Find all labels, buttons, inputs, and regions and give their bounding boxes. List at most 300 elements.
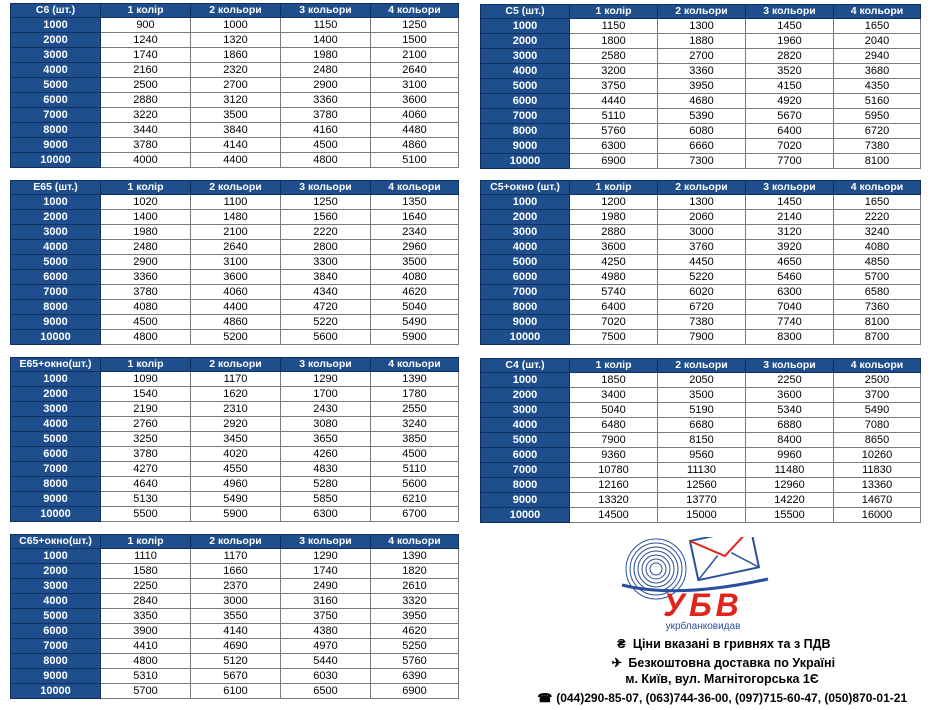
price-cell: 1200 (570, 195, 658, 210)
price-cell: 5200 (191, 330, 281, 345)
price-cell: 5670 (746, 109, 834, 124)
table-row (481, 300, 921, 315)
price-cell: 2250 (746, 373, 834, 388)
color-count-header: 1 колір (101, 4, 191, 18)
price-cell: 5490 (371, 315, 459, 330)
price-cell: 3550 (191, 609, 281, 624)
table-row (11, 477, 459, 492)
logo-subtitle: укрбланковидав (665, 621, 741, 632)
price-cell: 3600 (191, 270, 281, 285)
price-cell: 4270 (101, 462, 191, 477)
price-cell: 5160 (834, 94, 921, 109)
table-row (11, 594, 459, 609)
price-cell: 1650 (834, 19, 921, 34)
color-count-header: 4 кольори (834, 181, 921, 195)
price-cell: 4620 (371, 624, 459, 639)
quantity-cell: 4000 (481, 64, 570, 79)
color-count-header: 1 колір (570, 181, 658, 195)
price-cell: 7500 (570, 330, 658, 345)
quantity-cell: 3000 (11, 579, 101, 594)
price-cell: 15000 (658, 508, 746, 523)
price-cell: 4800 (101, 654, 191, 669)
price-cell: 4060 (371, 108, 459, 123)
quantity-cell: 8000 (11, 123, 101, 138)
quantity-cell: 8000 (11, 300, 101, 315)
price-cell: 5490 (191, 492, 281, 507)
price-cell: 6500 (281, 684, 371, 699)
price-cell: 2700 (658, 49, 746, 64)
quantity-cell: 6000 (11, 93, 101, 108)
price-cell: 1170 (191, 372, 281, 387)
price-table-c6 (10, 3, 459, 168)
price-cell: 2920 (191, 417, 281, 432)
table-row (481, 225, 921, 240)
quantity-cell: 7000 (11, 285, 101, 300)
quantity-header: С6 (шт.) (11, 4, 101, 18)
color-count-header: 4 кольори (371, 535, 459, 549)
price-cell: 5440 (281, 654, 371, 669)
quantity-header: Е65 (шт.) (11, 181, 101, 195)
table-row (481, 285, 921, 300)
price-cell: 1660 (191, 564, 281, 579)
table-row (11, 564, 459, 579)
price-cell: 5120 (191, 654, 281, 669)
quantity-cell: 8000 (481, 478, 570, 493)
price-cell: 5700 (101, 684, 191, 699)
price-cell: 4380 (281, 624, 371, 639)
price-cell: 1300 (658, 195, 746, 210)
price-cell: 3750 (281, 609, 371, 624)
price-cell: 1800 (570, 34, 658, 49)
quantity-cell: 2000 (481, 34, 570, 49)
table-row (11, 639, 459, 654)
quantity-cell: 3000 (481, 403, 570, 418)
price-cell: 5310 (101, 669, 191, 684)
table-row (481, 19, 921, 34)
price-cell: 1250 (281, 195, 371, 210)
price-cell: 1110 (101, 549, 191, 564)
quantity-cell: 3000 (481, 225, 570, 240)
price-cell: 3780 (101, 447, 191, 462)
price-cell: 1290 (281, 372, 371, 387)
price-cell: 14500 (570, 508, 658, 523)
price-cell: 8650 (834, 433, 921, 448)
table-row (481, 210, 921, 225)
price-cell: 4400 (191, 153, 281, 168)
price-cell: 2140 (746, 210, 834, 225)
price-cell: 4080 (371, 270, 459, 285)
price-cell: 5600 (371, 477, 459, 492)
price-cell: 5130 (101, 492, 191, 507)
price-cell: 4920 (746, 94, 834, 109)
table-row (11, 507, 459, 522)
price-cell: 1480 (191, 210, 281, 225)
price-cell: 3100 (371, 78, 459, 93)
price-cell: 4480 (371, 123, 459, 138)
price-cell: 1980 (281, 48, 371, 63)
table-row (11, 417, 459, 432)
quantity-cell: 9000 (11, 138, 101, 153)
price-cell: 13320 (570, 493, 658, 508)
table-row (11, 432, 459, 447)
table-row (11, 138, 459, 153)
price-cell: 2900 (281, 78, 371, 93)
table-row (11, 240, 459, 255)
price-cell: 3500 (191, 108, 281, 123)
price-cell: 9360 (570, 448, 658, 463)
table-row (481, 463, 921, 478)
table-row (481, 478, 921, 493)
quantity-cell: 6000 (481, 94, 570, 109)
price-cell: 3440 (101, 123, 191, 138)
price-cell: 1620 (191, 387, 281, 402)
price-cell: 2160 (101, 63, 191, 78)
price-cell: 2800 (281, 240, 371, 255)
color-count-header: 1 колір (101, 358, 191, 372)
price-cell: 2960 (371, 240, 459, 255)
price-cell: 3680 (834, 64, 921, 79)
price-cell: 11480 (746, 463, 834, 478)
quantity-header: С5 (шт.) (481, 5, 570, 19)
price-cell: 3080 (281, 417, 371, 432)
price-cell: 4400 (191, 300, 281, 315)
price-cell: 4860 (191, 315, 281, 330)
price-cell: 3750 (570, 79, 658, 94)
price-table-c4 (480, 358, 921, 523)
price-cell: 6480 (570, 418, 658, 433)
price-cell: 5040 (371, 300, 459, 315)
color-count-header: 2 кольори (191, 535, 281, 549)
price-cell: 4500 (281, 138, 371, 153)
quantity-cell: 9000 (481, 315, 570, 330)
price-cell: 3000 (658, 225, 746, 240)
price-table-c5 (480, 4, 921, 169)
price-cell: 1390 (371, 372, 459, 387)
delivery-note: Безкоштовна доставка по Україні (628, 656, 836, 670)
price-cell: 4500 (101, 315, 191, 330)
table-row (11, 372, 459, 387)
price-cell: 1960 (746, 34, 834, 49)
table-row (11, 387, 459, 402)
price-cell: 7020 (570, 315, 658, 330)
price-cell: 1640 (371, 210, 459, 225)
price-cell: 4800 (281, 153, 371, 168)
table-row (11, 669, 459, 684)
price-cell: 6080 (658, 124, 746, 139)
price-cell: 2640 (191, 240, 281, 255)
price-cell: 3360 (281, 93, 371, 108)
price-cell: 3840 (191, 123, 281, 138)
price-cell: 3360 (101, 270, 191, 285)
price-cell: 5110 (570, 109, 658, 124)
price-cell: 3780 (101, 138, 191, 153)
price-cell: 4250 (570, 255, 658, 270)
price-cell: 3840 (281, 270, 371, 285)
quantity-cell: 6000 (11, 447, 101, 462)
price-cell: 9560 (658, 448, 746, 463)
price-cell: 2940 (834, 49, 921, 64)
table-row (11, 195, 459, 210)
price-cell: 900 (101, 18, 191, 33)
price-cell: 4550 (191, 462, 281, 477)
prices-note: Ціни вказані в гривнях та з ПДВ (632, 637, 831, 651)
price-cell: 2050 (658, 373, 746, 388)
price-cell: 4980 (570, 270, 658, 285)
quantity-cell: 3000 (481, 49, 570, 64)
price-cell: 8400 (746, 433, 834, 448)
price-cell: 4860 (371, 138, 459, 153)
table-row (481, 388, 921, 403)
table-row (11, 270, 459, 285)
price-cell: 1240 (101, 33, 191, 48)
quantity-cell: 1000 (481, 373, 570, 388)
price-cell: 4500 (371, 447, 459, 462)
price-cell: 1000 (191, 18, 281, 33)
quantity-cell: 5000 (481, 255, 570, 270)
price-cell: 1150 (570, 19, 658, 34)
quantity-cell: 5000 (11, 255, 101, 270)
price-cell: 4450 (658, 255, 746, 270)
quantity-cell: 4000 (11, 417, 101, 432)
table-row (11, 63, 459, 78)
price-cell: 3300 (281, 255, 371, 270)
price-cell: 13770 (658, 493, 746, 508)
price-cell: 4340 (281, 285, 371, 300)
price-cell: 5340 (746, 403, 834, 418)
table-row (11, 330, 459, 345)
price-cell: 3350 (101, 609, 191, 624)
price-cell: 2640 (371, 63, 459, 78)
price-cell: 7380 (834, 139, 921, 154)
price-cell: 3760 (658, 240, 746, 255)
price-cell: 4260 (281, 447, 371, 462)
price-cell: 5950 (834, 109, 921, 124)
color-count-header: 3 кольори (281, 4, 371, 18)
quantity-cell: 4000 (11, 594, 101, 609)
quantity-cell: 2000 (11, 564, 101, 579)
price-cell: 3320 (371, 594, 459, 609)
price-cell: 2500 (101, 78, 191, 93)
quantity-cell: 7000 (11, 639, 101, 654)
table-row (11, 315, 459, 330)
table-row (481, 330, 921, 345)
quantity-cell: 2000 (11, 387, 101, 402)
quantity-cell: 10000 (11, 330, 101, 345)
price-cell: 6880 (746, 418, 834, 433)
table-row (481, 94, 921, 109)
price-cell: 10780 (570, 463, 658, 478)
price-cell: 2490 (281, 579, 371, 594)
price-cell: 1350 (371, 195, 459, 210)
price-cell: 10260 (834, 448, 921, 463)
price-cell: 7380 (658, 315, 746, 330)
price-cell: 5040 (570, 403, 658, 418)
price-cell: 2100 (371, 48, 459, 63)
phone-numbers: (044)290-85-07, (063)744-36-00, (097)715-60-47, (050)870-01-21 (556, 691, 908, 705)
price-cell: 7900 (570, 433, 658, 448)
price-cell: 2190 (101, 402, 191, 417)
price-cell: 1740 (101, 48, 191, 63)
header-row (11, 4, 459, 18)
color-count-header: 3 кольори (281, 535, 371, 549)
table-row (11, 300, 459, 315)
price-cell: 5740 (570, 285, 658, 300)
price-cell: 6030 (281, 669, 371, 684)
info-prices (512, 637, 932, 651)
table-row (481, 109, 921, 124)
price-cell: 6390 (371, 669, 459, 684)
price-table-e65-okno (10, 357, 459, 522)
quantity-cell: 7000 (481, 109, 570, 124)
table-row (11, 447, 459, 462)
info-address (512, 672, 932, 686)
quantity-cell: 3000 (11, 402, 101, 417)
color-count-header: 2 кольори (191, 181, 281, 195)
price-cell: 1290 (281, 549, 371, 564)
price-cell: 6400 (570, 300, 658, 315)
hryvnia-sign-icon: ₴ (617, 637, 626, 651)
price-cell: 5250 (371, 639, 459, 654)
price-cell: 8100 (834, 154, 921, 169)
table-row (481, 79, 921, 94)
price-cell: 4680 (658, 94, 746, 109)
table-row (11, 654, 459, 669)
table-row (481, 139, 921, 154)
price-cell: 7700 (746, 154, 834, 169)
price-cell: 3780 (281, 108, 371, 123)
price-cell: 6700 (371, 507, 459, 522)
quantity-cell: 4000 (481, 240, 570, 255)
price-cell: 3700 (834, 388, 921, 403)
table-row (481, 124, 921, 139)
quantity-cell: 7000 (481, 463, 570, 478)
price-cell: 5390 (658, 109, 746, 124)
price-cell: 2840 (101, 594, 191, 609)
quantity-cell: 1000 (11, 549, 101, 564)
header-row (481, 5, 921, 19)
price-cell: 6900 (371, 684, 459, 699)
price-cell: 4000 (101, 153, 191, 168)
header-row (11, 535, 459, 549)
address-text: м. Київ, вул. Магнітогорська 1Є (625, 672, 819, 686)
price-cell: 3950 (658, 79, 746, 94)
price-cell: 3920 (746, 240, 834, 255)
price-cell: 2820 (746, 49, 834, 64)
price-cell: 4690 (191, 639, 281, 654)
price-cell: 5110 (371, 462, 459, 477)
price-cell: 3600 (746, 388, 834, 403)
color-count-header: 1 колір (570, 359, 658, 373)
price-cell: 4620 (371, 285, 459, 300)
price-cell: 2040 (834, 34, 921, 49)
price-cell: 4800 (101, 330, 191, 345)
price-cell: 2480 (101, 240, 191, 255)
table-row (11, 492, 459, 507)
price-cell: 7360 (834, 300, 921, 315)
price-cell: 7020 (746, 139, 834, 154)
price-cell: 6680 (658, 418, 746, 433)
price-cell: 1400 (281, 33, 371, 48)
price-cell: 1820 (371, 564, 459, 579)
plane-icon: ✈ (611, 656, 623, 670)
price-cell: 6300 (281, 507, 371, 522)
color-count-header: 2 кольори (191, 4, 281, 18)
price-cell: 3000 (191, 594, 281, 609)
table-row (11, 48, 459, 63)
price-cell: 5760 (371, 654, 459, 669)
price-cell: 3600 (570, 240, 658, 255)
price-cell: 4640 (101, 477, 191, 492)
quantity-cell: 6000 (481, 270, 570, 285)
table-row (11, 462, 459, 477)
price-cell: 2430 (281, 402, 371, 417)
table-row (481, 64, 921, 79)
quantity-cell: 3000 (11, 225, 101, 240)
quantity-cell: 5000 (11, 609, 101, 624)
quantity-cell: 3000 (11, 48, 101, 63)
price-cell: 1780 (371, 387, 459, 402)
price-cell: 3500 (658, 388, 746, 403)
price-cell: 7080 (834, 418, 921, 433)
price-cell: 4830 (281, 462, 371, 477)
table-row (481, 240, 921, 255)
table-row (481, 448, 921, 463)
header-row (11, 181, 459, 195)
quantity-cell: 10000 (481, 508, 570, 523)
price-cell: 7740 (746, 315, 834, 330)
price-cell: 15500 (746, 508, 834, 523)
info-phones (512, 691, 932, 705)
color-count-header: 1 колір (570, 5, 658, 19)
price-cell: 2760 (101, 417, 191, 432)
price-cell: 2370 (191, 579, 281, 594)
table-row (11, 210, 459, 225)
price-cell: 1100 (191, 195, 281, 210)
price-cell: 1090 (101, 372, 191, 387)
quantity-header: С65+окно(шт.) (11, 535, 101, 549)
price-cell: 3240 (834, 225, 921, 240)
price-cell: 3400 (570, 388, 658, 403)
price-cell: 4960 (191, 477, 281, 492)
price-cell: 3100 (191, 255, 281, 270)
color-count-header: 3 кольори (746, 359, 834, 373)
price-cell: 4020 (191, 447, 281, 462)
price-cell: 2220 (281, 225, 371, 240)
quantity-cell: 2000 (11, 33, 101, 48)
table-row (481, 373, 921, 388)
price-cell: 12560 (658, 478, 746, 493)
price-cell: 1850 (570, 373, 658, 388)
table-row (481, 418, 921, 433)
price-cell: 5600 (281, 330, 371, 345)
table-row (481, 493, 921, 508)
table-row (481, 195, 921, 210)
price-cell: 3360 (658, 64, 746, 79)
price-cell: 3160 (281, 594, 371, 609)
info-delivery (512, 655, 932, 670)
color-count-header: 3 кольори (746, 5, 834, 19)
price-cell: 4080 (101, 300, 191, 315)
quantity-cell: 8000 (481, 124, 570, 139)
price-cell: 2880 (101, 93, 191, 108)
table-row (11, 609, 459, 624)
price-cell: 7900 (658, 330, 746, 345)
quantity-cell: 6000 (11, 270, 101, 285)
price-table-e65 (10, 180, 459, 345)
color-count-header: 2 кольори (658, 359, 746, 373)
price-cell: 8700 (834, 330, 921, 345)
price-cell: 4140 (191, 624, 281, 639)
